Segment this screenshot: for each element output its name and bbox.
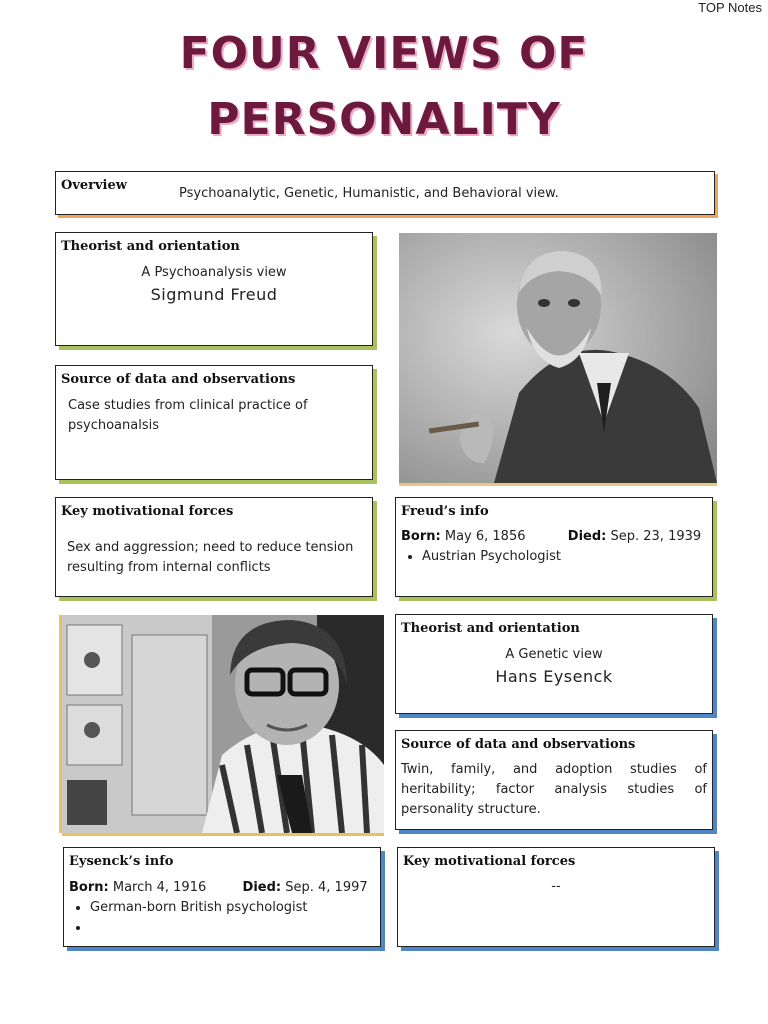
freud-theorist-label: Theorist and orientation [61,239,240,254]
overview-label: Overview [61,178,127,193]
eysenck-theorist-label: Theorist and orientation [401,621,580,636]
overview-text: Psychoanalytic, Genetic, Humanistic, and Behavioral view. [179,186,559,201]
eysenck-source-label: Source of data and observations [401,737,636,752]
eysenck-name: Hans Eysenck [495,667,613,686]
eysenck-forces-label: Key motivational forces [403,854,576,869]
freud-theorist-card [55,232,373,346]
freud-view: A Psychoanalysis view [141,265,287,280]
eysenck-info-card [63,847,381,947]
eysenck-bullet: • German-born British psychologist [90,898,308,918]
freud-died: Sep. 23, 1939 [610,529,702,544]
freud-dates [401,527,706,547]
freud-info-card [395,497,713,597]
eysenck-died: Sep. 4, 1997 [285,880,368,895]
eysenck-dates [69,878,374,898]
freud-source-label: Source of data and observations [61,372,296,387]
freud-born-label: Born: [401,529,441,544]
overview-card [55,171,715,215]
freud-photo [399,233,717,483]
eysenck-bullet-empty [90,918,308,938]
freud-forces-card [55,497,373,597]
freud-source-card [55,365,373,480]
eysenck-born-label: Born: [69,880,109,895]
freud-source-text: Case studies from clinical practice of psychoanalsis [68,398,308,433]
title-line-1: FOUR VIEWS OF [179,28,589,79]
freud-forces-label: Key motivational forces [61,504,234,519]
eysenck-photo [62,615,384,833]
freud-forces-text: Sex and aggression; need to reduce tension resulting from internal conflicts [67,540,354,575]
eysenck-died-label: Died: [242,880,282,895]
brand-label: TOP Notes [698,0,762,15]
freud-name: Sigmund Freud [150,285,278,304]
eysenck-info-label: Eysenck’s info [69,854,174,869]
freud-born: May 6, 1856 [444,529,526,544]
eysenck-born: March 4, 1916 [112,880,207,895]
eysenck-forces-card [397,847,715,947]
title-line-2: PERSONALITY [207,94,561,145]
eysenck-view: A Genetic view [505,647,603,662]
eysenck-source-card [395,730,713,830]
eysenck-theorist-card [395,614,713,714]
eysenck-forces-text: -- [551,879,561,894]
eysenck-source-text: Twin, family, and adoption studies of heritability; factor analysis studies of personality structure. [401,762,707,817]
freud-bullet: • Austrian Psychologist [422,547,561,567]
eysenck-bullets [68,898,308,938]
freud-info-label: Freud’s info [401,504,489,519]
freud-bullets [400,547,561,567]
freud-died-label: Died: [567,529,607,544]
